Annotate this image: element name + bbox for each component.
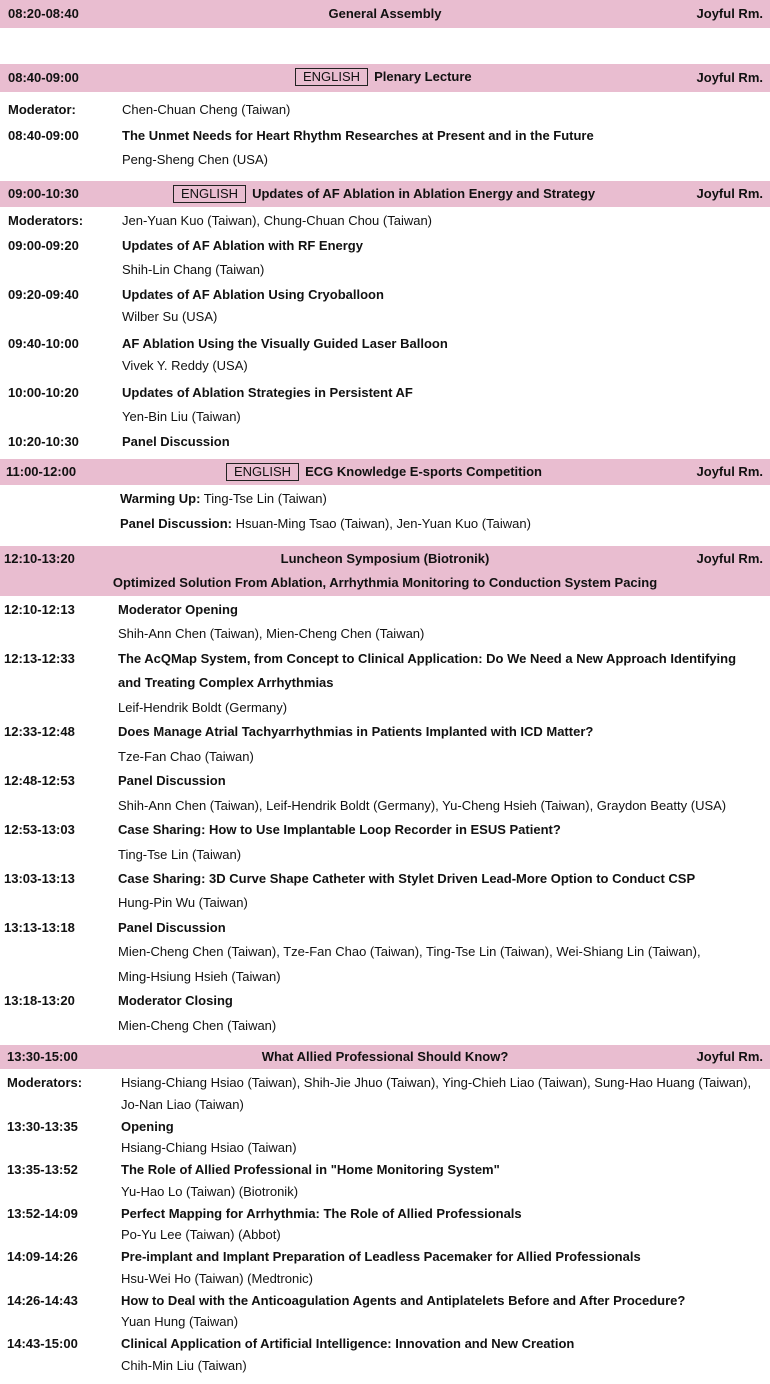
session-time: 11:00-12:00 [6, 464, 77, 479]
panel-discussion-line [120, 516, 531, 531]
english-badge: ENGLISH [226, 463, 299, 481]
talk-speaker: Mien-Cheng Chen (Taiwan), Tze-Fan Chao (Taiwan), Ting-Tse Lin (Taiwan), Wei-Shiang Lin (Taiwan), [118, 944, 701, 959]
session-title: Plenary Lecture [374, 69, 472, 84]
session-title: Updates of AF Ablation in Ablation Energy and Strategy [252, 186, 596, 201]
moderator-names-cont: Jo-Nan Liao (Taiwan) [121, 1097, 244, 1112]
talk-speaker: Shih-Ann Chen (Taiwan), Mien-Cheng Chen (Taiwan) [118, 626, 425, 641]
warming-up-names: Ting-Tse Lin (Taiwan) [203, 491, 327, 506]
session-header-plenary [0, 64, 770, 92]
talk-title: AF Ablation Using the Visually Guided Laser Balloon [122, 336, 448, 351]
session-header-allied-professional [0, 1045, 770, 1069]
talk-title: Moderator Closing [118, 993, 233, 1008]
talk-speaker: Shih-Lin Chang (Taiwan) [122, 262, 265, 277]
session-title: ECG Knowledge E-sports Competition [305, 464, 542, 479]
warming-up-label: Warming Up: [120, 491, 201, 506]
talk-speaker: Po-Yu Lee (Taiwan) (Abbot) [121, 1227, 281, 1242]
moderator-label: Moderators: [8, 213, 84, 228]
talk-title: The AcQMap System, from Concept to Clinical Application: Do We Need a New Approach Identifying [118, 651, 737, 666]
session-title: What Allied Professional Should Know? [261, 1049, 509, 1064]
talk-time: 09:00-09:20 [8, 238, 79, 253]
talk-time: 14:09-14:26 [7, 1249, 78, 1264]
talk-speaker: Leif-Hendrik Boldt (Germany) [118, 700, 288, 715]
session-title: General Assembly [328, 6, 442, 21]
room-label: Joyful Rm. [696, 6, 763, 21]
talk-title: The Role of Allied Professional in "Home Monitoring System" [121, 1162, 500, 1177]
session-title-wrap [226, 463, 542, 481]
session-time: 08:20-08:40 [8, 6, 79, 21]
talk-time: 12:33-12:48 [4, 724, 75, 739]
talk-title: Case Sharing: How to Use Implantable Loop Recorder in ESUS Patient? [118, 822, 561, 837]
panel-discussion-label: Panel Discussion: [120, 516, 232, 531]
talk-speaker: Vivek Y. Reddy (USA) [122, 358, 248, 373]
talk-time: 10:20-10:30 [8, 434, 79, 449]
talk-speaker: Yuan Hung (Taiwan) [121, 1314, 239, 1329]
english-badge: ENGLISH [295, 68, 368, 86]
talk-speaker: Mien-Cheng Chen (Taiwan) [118, 1018, 277, 1033]
talk-title: How to Deal with the Anticoagulation Agents and Antiplatelets Before and After Procedure? [121, 1293, 686, 1308]
panel-discussion-names: Hsuan-Ming Tsao (Taiwan), Jen-Yuan Kuo (Taiwan) [235, 516, 531, 531]
session-header-luncheon [0, 546, 770, 596]
talk-title: Panel Discussion [118, 773, 226, 788]
talk-title: Moderator Opening [118, 602, 238, 617]
talk-time: 13:35-13:52 [7, 1162, 78, 1177]
talk-time: 13:52-14:09 [7, 1206, 78, 1221]
talk-speaker: Hsu-Wei Ho (Taiwan) (Medtronic) [121, 1271, 313, 1286]
talk-time: 13:18-13:20 [4, 993, 75, 1008]
talk-title: Panel Discussion [122, 434, 230, 449]
moderator-names: Jen-Yuan Kuo (Taiwan), Chung-Chuan Chou (Taiwan) [122, 213, 433, 228]
talk-title: Perfect Mapping for Arrhythmia: The Role of Allied Professionals [121, 1206, 522, 1221]
talk-speaker-cont: Ming-Hsiung Hsieh (Taiwan) [118, 969, 281, 984]
talk-time: 12:48-12:53 [4, 773, 75, 788]
talk-time: 14:26-14:43 [7, 1293, 78, 1308]
session-time: 12:10-13:20 [4, 551, 75, 566]
talk-time: 14:43-15:00 [7, 1336, 78, 1351]
talk-speaker: Chih-Min Liu (Taiwan) [121, 1358, 247, 1373]
english-badge: ENGLISH [173, 185, 246, 203]
talk-time: 13:03-13:13 [4, 871, 75, 886]
talk-title: Case Sharing: 3D Curve Shape Catheter with Stylet Driven Lead-More Option to Conduct CSP [118, 871, 696, 886]
talk-title: Updates of AF Ablation Using Cryoballoon [122, 287, 384, 302]
moderator-names: Hsiang-Chiang Hsiao (Taiwan), Shih-Jie Jhuo (Taiwan), Ying-Chieh Liao (Taiwan), Sung-Hao Huang (Taiwan), [121, 1075, 752, 1090]
talk-time: 13:13-13:18 [4, 920, 75, 935]
session-time: 13:30-15:00 [7, 1049, 78, 1064]
room-label: Joyful Rm. [696, 464, 763, 479]
session-header-af-ablation [0, 181, 770, 207]
warming-up-line [120, 491, 327, 506]
talk-time: 08:40-09:00 [8, 128, 79, 143]
room-label: Joyful Rm. [696, 1049, 763, 1064]
moderator-label: Moderator: [8, 102, 76, 117]
talk-speaker: Tze-Fan Chao (Taiwan) [118, 749, 254, 764]
session-subtitle: Optimized Solution From Ablation, Arrhythmia Monitoring to Conduction System Pacing [112, 575, 658, 590]
talk-time: 13:30-13:35 [7, 1119, 78, 1134]
session-time: 08:40-09:00 [8, 70, 79, 85]
room-label: Joyful Rm. [696, 70, 763, 85]
talk-speaker: Ting-Tse Lin (Taiwan) [118, 847, 242, 862]
session-title: Luncheon Symposium (Biotronik) [280, 551, 490, 566]
talk-title: Updates of AF Ablation with RF Energy [122, 238, 363, 253]
session-time: 09:00-10:30 [8, 186, 79, 201]
session-header-ecg-esports [0, 459, 770, 485]
talk-title: Panel Discussion [118, 920, 226, 935]
talk-speaker: Yen-Bin Liu (Taiwan) [122, 409, 241, 424]
talk-speaker: Wilber Su (USA) [122, 309, 218, 324]
room-label: Joyful Rm. [696, 186, 763, 201]
talk-speaker: Hsiang-Chiang Hsiao (Taiwan) [121, 1140, 297, 1155]
talk-title: Clinical Application of Artificial Intelligence: Innovation and New Creation [121, 1336, 575, 1351]
talk-speaker: Peng-Sheng Chen (USA) [122, 152, 268, 167]
talk-title-cont: and Treating Complex Arrhythmias [118, 675, 334, 690]
talk-title: Pre-implant and Implant Preparation of Leadless Pacemaker for Allied Professionals [121, 1249, 641, 1264]
talk-speaker: Shih-Ann Chen (Taiwan), Leif-Hendrik Boldt (Germany), Yu-Cheng Hsieh (Taiwan), Graydon Beatty (USA) [118, 798, 727, 813]
talk-time: 09:20-09:40 [8, 287, 79, 302]
session-header-general-assembly [0, 0, 770, 28]
talk-time: 12:13-12:33 [4, 651, 75, 666]
talk-title: Opening [121, 1119, 174, 1134]
talk-title: Updates of Ablation Strategies in Persistent AF [122, 385, 413, 400]
moderator-names: Chen-Chuan Cheng (Taiwan) [122, 102, 291, 117]
session-title-wrap [173, 185, 595, 203]
moderator-label: Moderators: [7, 1075, 83, 1090]
talk-time: 10:00-10:20 [8, 385, 79, 400]
talk-speaker: Yu-Hao Lo (Taiwan) (Biotronik) [121, 1184, 299, 1199]
talk-title: The Unmet Needs for Heart Rhythm Researches at Present and in the Future [122, 128, 594, 143]
session-title-wrap [295, 68, 472, 86]
talk-speaker: Hung-Pin Wu (Taiwan) [118, 895, 248, 910]
talk-time: 09:40-10:00 [8, 336, 79, 351]
talk-time: 12:53-13:03 [4, 822, 75, 837]
talk-time: 12:10-12:13 [4, 602, 75, 617]
talk-title: Does Manage Atrial Tachyarrhythmias in Patients Implanted with ICD Matter? [118, 724, 594, 739]
room-label: Joyful Rm. [696, 551, 763, 566]
